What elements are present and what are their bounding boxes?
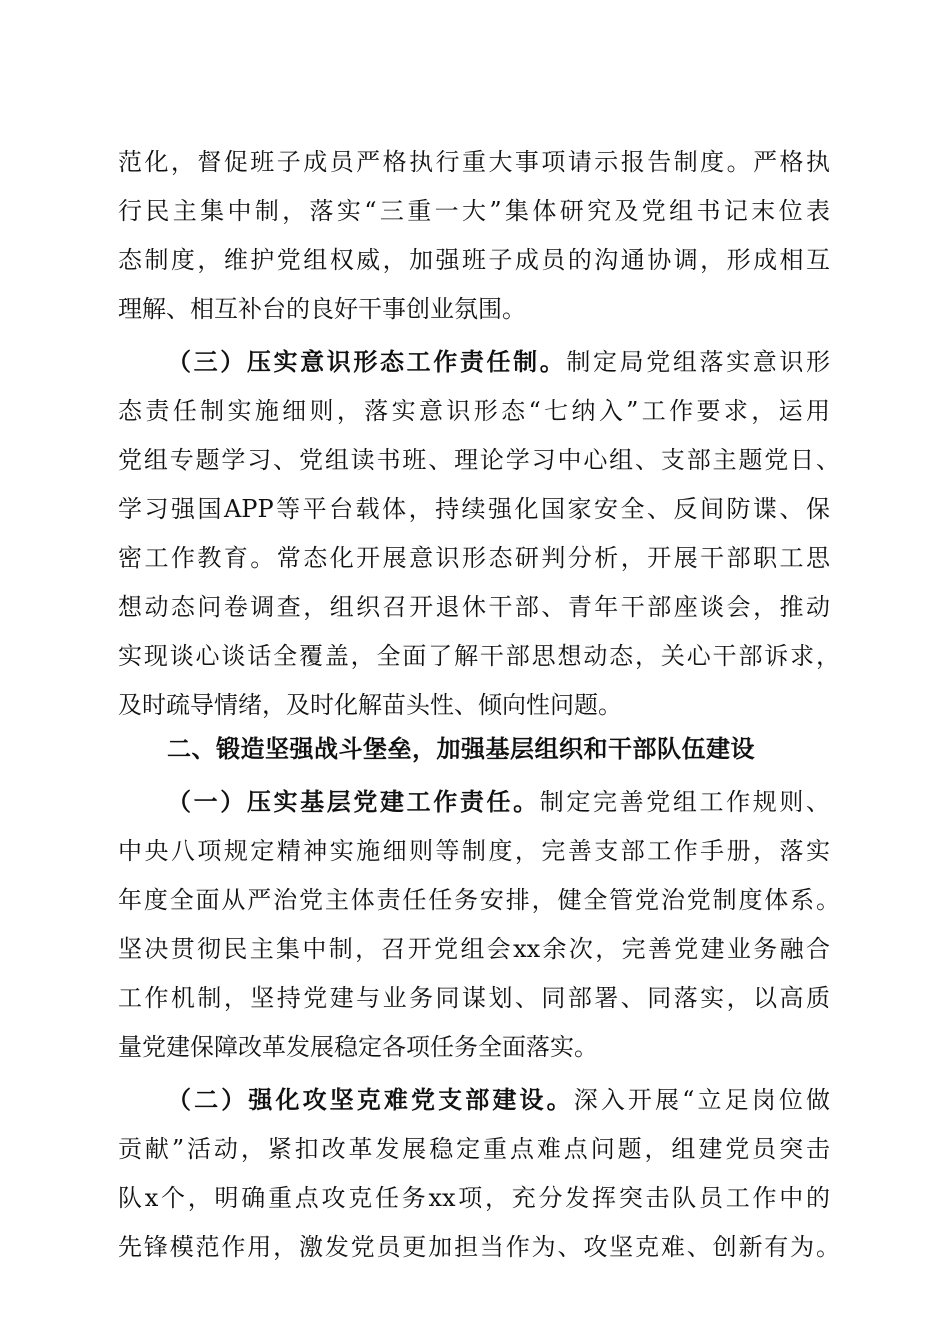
paragraph-2-line-8: 及时疏导情绪，及时化解苗头性、倾向性问题。 — [118, 691, 622, 719]
paragraph-2-line-5: 密工作教育。常态化开展意识形态研判分析，开展干部职工思 — [118, 544, 830, 572]
paragraph-3-line-4: 坚决贯彻民主集中制，召开党组会xx余次，完善党建业务融合 — [118, 935, 830, 963]
paragraph-2-line-6: 想动态问卷调查，组织召开退休干部、青年干部座谈会，推动 — [118, 593, 830, 621]
paragraph-3-line-6: 量党建保障改革发展稳定各项任务全面落实。 — [118, 1033, 598, 1061]
paragraph-1-line-2: 行民主集中制，落实“三重一大”集体研究及党组书记末位表 — [118, 197, 830, 225]
paragraph-3-lead: （一）压实基层党建工作责任。 — [167, 788, 540, 816]
paragraph-2-line-4: 学习强国APP等平台载体，持续强化国家安全、反间防谍、保 — [118, 495, 830, 523]
paragraph-3-line-1 — [167, 786, 830, 818]
paragraph-2-line-2: 态责任制实施细则，落实意识形态“七纳入”工作要求，运用 — [118, 397, 830, 425]
paragraph-4-first-rest: 深入开展“立足岗位做 — [573, 1086, 830, 1114]
paragraph-4-line-4: 先锋模范作用，激发党员更加担当作为、攻坚克难、创新有为。 — [118, 1233, 840, 1261]
paragraph-1-line-1: 范化，督促班子成员严格执行重大事项请示报告制度。严格执 — [118, 148, 830, 176]
paragraph-2-first-rest: 制定局党组落实意识形 — [566, 348, 830, 376]
paragraph-4-line-1 — [167, 1084, 830, 1116]
paragraph-3-line-3: 年度全面从严治党主体责任任务安排，健全管党治党制度体系。 — [118, 886, 840, 914]
paragraph-1-line-3: 态制度，维护党组权威，加强班子成员的沟通协调，形成相互 — [118, 246, 830, 274]
paragraph-2-line-3: 党组专题学习、党组读书班、理论学习中心组、支部主题党日、 — [118, 446, 840, 474]
paragraph-4-line-2: 贡献”活动，紧扣改革发展稳定重点难点问题，组建党员突击 — [118, 1135, 830, 1163]
paragraph-4-lead: （二）强化攻坚克难党支部建设。 — [167, 1086, 574, 1114]
paragraph-1-line-4: 理解、相互补台的良好干事创业氛围。 — [118, 295, 526, 323]
paragraph-2-line-1 — [167, 346, 830, 378]
paragraph-4-line-3: 队x个，明确重点攻克任务xx项，充分发挥突击队员工作中的 — [118, 1184, 830, 1212]
paragraph-3-first-rest: 制定完善党组工作规则、 — [539, 788, 830, 816]
paragraph-3-line-2: 中央八项规定精神实施细则等制度，完善支部工作手册，落实 — [118, 837, 830, 865]
paragraph-2-lead: （三）压实意识形态工作责任制。 — [167, 348, 567, 376]
paragraph-2-line-7: 实现谈心谈话全覆盖，全面了解干部思想动态，关心干部诉求， — [118, 642, 840, 670]
paragraph-3-line-5: 工作机制，坚持党建与业务同谋划、同部署、同落实，以高质 — [118, 984, 830, 1012]
section-heading: 二、锻造坚强战斗堡垒，加强基层组织和干部队伍建设 — [167, 735, 755, 763]
